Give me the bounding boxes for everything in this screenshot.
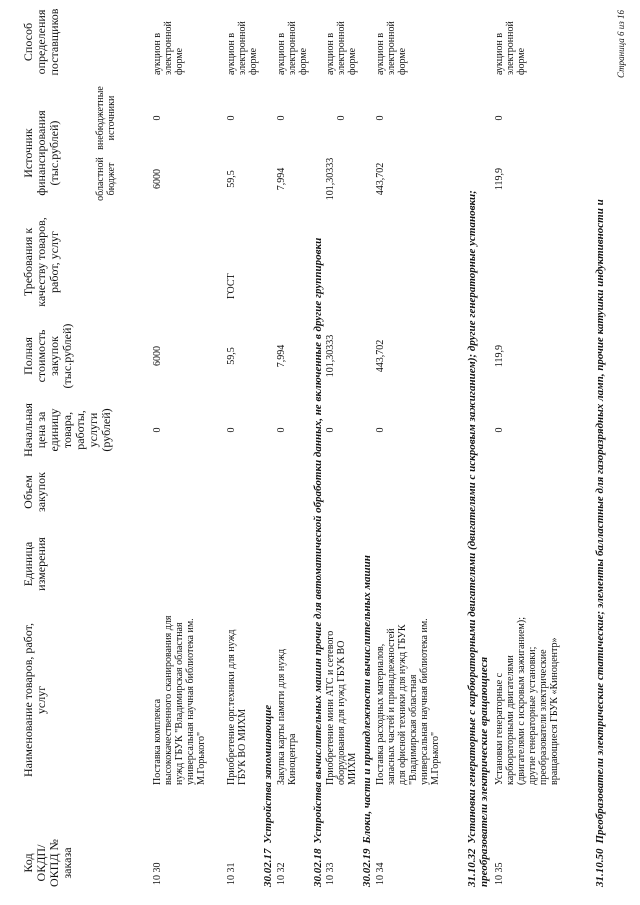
row-regional: 7,994 — [276, 167, 287, 191]
row-code: 10 33 — [325, 862, 336, 885]
row-total: 7,994 — [276, 344, 287, 368]
row-extra: 0 — [276, 115, 287, 121]
row-code: 10 30 — [152, 862, 163, 885]
section-code: 30.02.19 — [361, 848, 373, 887]
section-heading — [466, 187, 490, 887]
row-code: 10 32 — [276, 862, 287, 885]
row-method: аукцион в электронной форме — [325, 21, 358, 75]
section-code: 31.10.50 — [594, 848, 606, 887]
row-total: 101,30333 — [325, 334, 336, 378]
row-total: 119,9 — [494, 344, 505, 368]
header-total: Полная стоимость закупок (тыс.рублей) — [21, 323, 74, 389]
header-requirements: Требования к качеству товаров, работ, услуг — [21, 217, 61, 307]
row-price: 0 — [494, 427, 505, 433]
section-title: Установки генераторные с карбюраторными двигателями (двигателями с искровым зажиганием); другие генераторные установки; преобразователи электрические вращающиеся — [466, 190, 490, 887]
header-code: Код ОКДП/ ОКПД № заказа — [21, 839, 74, 887]
header-source: Источник финансирования (тыс.рублей) — [21, 110, 61, 196]
header-price: Начальная цена за единицу товара, работы, услуги (рублей) — [21, 403, 113, 457]
row-name: Поставка расходных материалов, запасных частей и принадлежностей для офисной техники для нужд ГБУК "Владимирская областная универсальная научная библиотека им. М.Горького" — [375, 618, 441, 785]
header-name: Наименование товаров, работ, услуг — [21, 623, 48, 777]
row-extra: 0 — [494, 115, 505, 121]
section-code: 31.10.32 — [466, 848, 478, 887]
row-extra: 0 — [226, 115, 237, 121]
row-price: 0 — [276, 427, 287, 433]
header-volume: Объем закупок — [21, 472, 48, 512]
row-regional: 443,702 — [375, 162, 386, 196]
row-extra: 0 — [152, 115, 163, 121]
row-regional: 119,9 — [494, 167, 505, 191]
row-price: 0 — [375, 427, 386, 433]
section-title: Устройства запоминающие — [262, 704, 274, 844]
row-regional: 6000 — [152, 169, 163, 189]
section-code: 30.02.17 — [262, 848, 274, 887]
row-price: 0 — [226, 427, 237, 433]
row-total: 6000 — [152, 346, 163, 366]
row-price: 0 — [152, 427, 163, 433]
row-regional: 101,30333 — [325, 157, 336, 201]
section-heading — [262, 705, 274, 887]
header-source-regional: областной бюджет — [95, 157, 117, 201]
row-name: Поставка комплекса высококачественного сканирования для нужд ГБУК "Владимирская областная универсальная научная библиотека им. М.Горького" — [152, 615, 207, 785]
row-requirements: ГОСТ — [226, 273, 237, 299]
page-number: Страница 6 из 16 — [616, 10, 626, 78]
section-heading — [594, 199, 606, 887]
row-method: аукцион в электронной форме — [226, 21, 259, 75]
row-name: Приобретение орг.техники для нужд ГБУК ВО МИХМ — [226, 629, 248, 785]
row-name: Закупка карты памяти для нужд Киноцентра — [276, 648, 298, 785]
row-total: 443,702 — [375, 339, 386, 373]
row-extra: 0 — [375, 115, 386, 121]
section-title: Устройства вычислительных машин прочие для автоматической обработки данных, не включенные в другие группировки — [312, 237, 324, 844]
row-extra: 0 — [336, 115, 347, 121]
row-price: 0 — [325, 427, 336, 433]
row-code: 10 31 — [226, 862, 237, 885]
row-regional: 59,5 — [226, 170, 237, 188]
section-code: 30.02.18 — [312, 848, 324, 887]
row-method: аукцион в электронной форме — [375, 21, 408, 75]
section-title: Блоки, части и принадлежности вычислительных машин — [361, 555, 373, 844]
section-heading — [312, 238, 324, 887]
section-title: Преобразователи электрические статические; элементы балластные для газоразрядных ламп, прочие катушки индуктивности и — [594, 199, 606, 844]
row-code: 10 35 — [494, 862, 505, 885]
section-heading — [361, 555, 373, 887]
row-name: Приобретение мини АТС и сетевого оборудования для нужд ГБУК ВО МИХМ — [325, 630, 358, 785]
header-unit: Единица измерения — [21, 537, 48, 591]
row-method: аукцион в электронной форме — [152, 21, 185, 75]
row-total: 59,5 — [226, 347, 237, 365]
header-source-extra: внебюджетные источники — [95, 86, 117, 150]
header-method: Способ определения поставщиков — [21, 8, 61, 76]
row-code: 10 34 — [375, 862, 386, 885]
row-name: Установки генераторные с карбюраторными двигателями (двигателями с искровым зажиганием); другие генераторные установки; преобразователи электрические вращающиеся ГБУК «Киноцентр» — [494, 617, 560, 785]
row-method: аукцион в электронной форме — [494, 21, 527, 75]
row-method: аукцион в электронной форме — [276, 21, 309, 75]
